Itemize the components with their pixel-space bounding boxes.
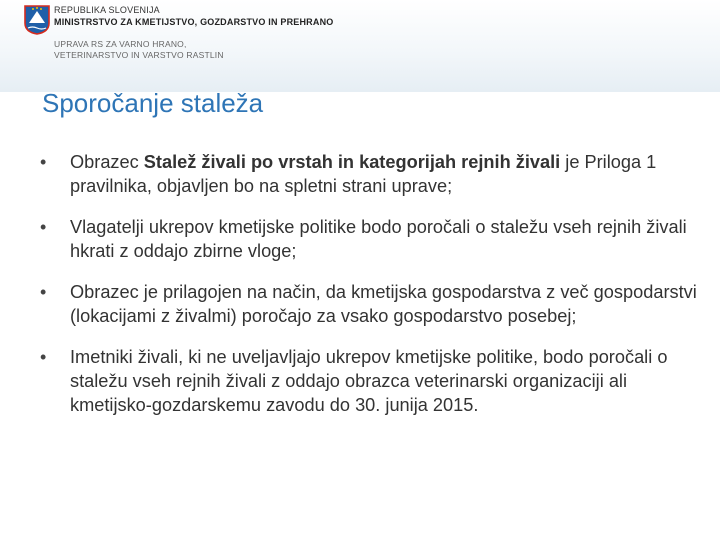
- bullet-item: [38, 215, 698, 263]
- bullet-text: Imetniki živali, ki ne uveljavljajo ukrepov kmetijske politike, bodo poročali o staležu vseh rejnih živali z oddajo obrazca veterinarski organizaciji ali kmetijsko-gozdarskemu zavodu do 30. junija 2015.: [70, 347, 668, 415]
- bullet-text: Vlagatelji ukrepov kmetijske politike bodo poročali o staležu vseh rejnih živali hkrati z oddajo zbirne vloge;: [70, 217, 687, 261]
- bullet-bold-text: Stalež živali po vrstah in kategorijah rejnih živali: [143, 152, 561, 172]
- slovenian-coat-of-arms-icon: [24, 5, 50, 35]
- bullet-item: [38, 150, 698, 198]
- bullet-dot-icon: •: [40, 347, 47, 367]
- org-name-line2: MINISTRSTVO ZA KMETIJSTVO, GOZDARSTVO IN PREHRANO: [54, 17, 334, 27]
- slide-title: Sporočanje staleža: [42, 88, 264, 118]
- bullet-item: [38, 280, 698, 328]
- header-band: [0, 0, 720, 92]
- org-name-line3: UPRAVA RS ZA VARNO HRANO,: [54, 39, 187, 49]
- bullet-dot-icon: •: [40, 217, 47, 237]
- org-name-line4: VETERINARSTVO IN VARSTVO RASTLIN: [54, 50, 224, 60]
- bullet-text: Obrazec je prilagojen na način, da kmetijska gospodarstva z več gospodarstvi (lokacijami z živalmi) poročajo za vsako gospodarstvo posebej;: [70, 282, 697, 326]
- org-name-line1: REPUBLIKA SLOVENIJA: [54, 5, 160, 15]
- bullet-dot-icon: •: [40, 282, 47, 302]
- bullet-item: [38, 345, 698, 417]
- bullet-list: [38, 150, 698, 434]
- bullet-dot-icon: •: [40, 152, 47, 172]
- bullet-suffix: je Priloga 1 pravilnika, objavljen bo na spletni strani uprave;: [70, 152, 657, 196]
- bullet-prefix: Obrazec: [70, 152, 144, 172]
